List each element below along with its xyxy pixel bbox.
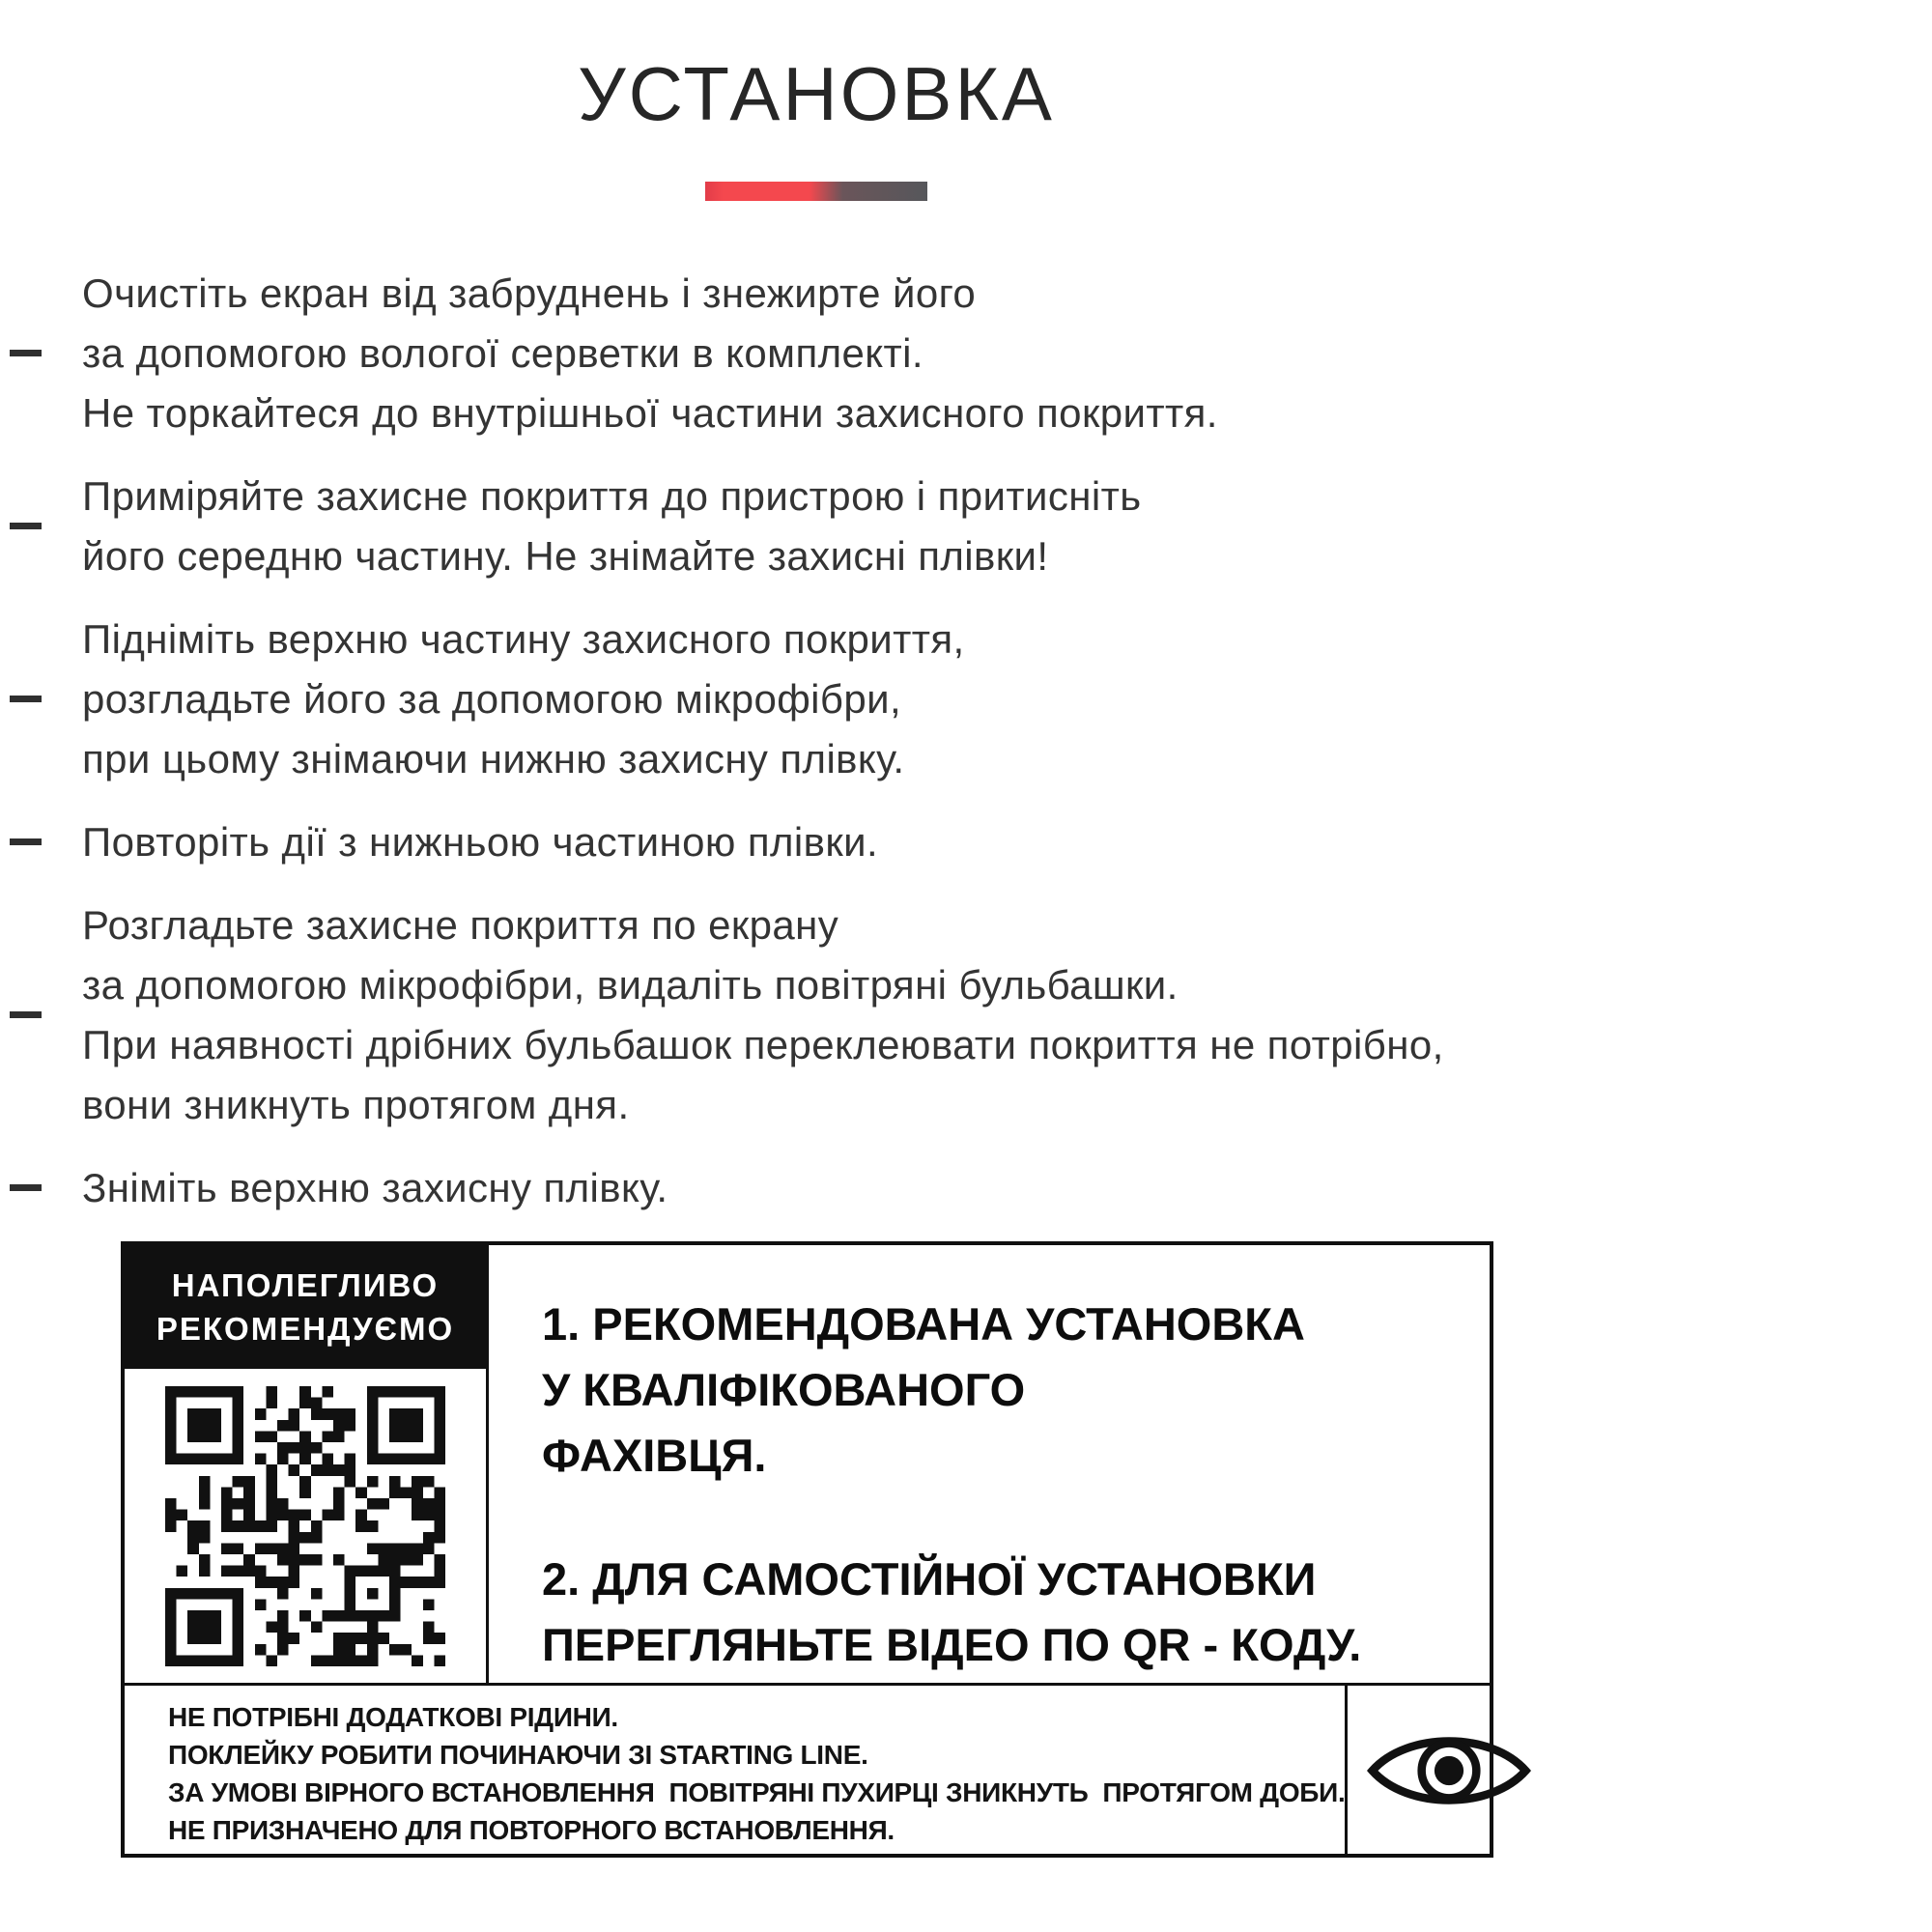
recommendation-box-bottom	[125, 1686, 1490, 1855]
step-item-4	[0, 812, 1633, 872]
footnote-line: ЗА УМОВІ ВІРНОГО ВСТАНОВЛЕННЯ ПОВІТРЯНІ ПУХИРЦІ ЗНИКНУТЬ ПРОТЯГОМ ДОБИ.	[168, 1777, 1346, 1807]
qr-code	[125, 1369, 486, 1683]
page-title: УСТАНОВКА	[578, 51, 1055, 136]
footnote-line: ПОКЛЕЙКУ РОБИТИ ПОЧИНАЮЧИ ЗІ STARTING LINE.	[168, 1740, 868, 1770]
point-line: 2. ДЛЯ САМОСТІЙНОЇ УСТАНОВКИ	[542, 1553, 1317, 1605]
footnote-line: НЕ ПРИЗНАЧЕНО ДЛЯ ПОВТОРНОГО ВСТАНОВЛЕННЯ.	[168, 1815, 895, 1845]
recommendation-box	[121, 1241, 1493, 1858]
step-line: за допомогою мікрофібри, видаліть повітряні бульбашки.	[82, 962, 1179, 1008]
steps-list	[0, 264, 1633, 1218]
step-line: вони зникнуть протягом дня.	[82, 1082, 630, 1127]
point-line: ФАХІВЦЯ.	[542, 1430, 767, 1481]
step-line: Зніміть верхню захисну плівку.	[82, 1165, 668, 1210]
step-item-5	[0, 895, 1633, 1135]
step-line: Повторіть дії з нижньою частиною плівки.	[82, 819, 879, 865]
step-item-3	[0, 610, 1633, 789]
footnote-line: НЕ ПОТРІБНІ ДОДАТКОВІ РІДИНИ.	[168, 1702, 618, 1732]
recommendation-box-top	[125, 1245, 1490, 1686]
step-item-6	[0, 1158, 1633, 1218]
step-item-2	[0, 467, 1633, 586]
step-line: його середню частину. Не знімайте захисні плівки!	[82, 533, 1049, 579]
eye-icon-cell	[1345, 1686, 1550, 1855]
step-line: при цьому знімаючи нижню захисну плівку.	[82, 736, 905, 781]
step-line: Приміряйте захисне покриття до пристрою і притисніть	[82, 473, 1142, 519]
point-line: У КВАЛІФІКОВАНОГО	[542, 1364, 1026, 1415]
recommendation-point-1	[542, 1292, 1470, 1489]
strongly-recommend-header	[125, 1245, 486, 1369]
qr-panel	[125, 1245, 489, 1683]
point-line: ПЕРЕГЛЯНЬТЕ ВІДЕО ПО QR - КОДУ.	[542, 1619, 1362, 1670]
eye-icon	[1367, 1721, 1531, 1820]
point-line: 1. РЕКОМЕНДОВАНА УСТАНОВКА	[542, 1298, 1305, 1350]
step-line: Розгладьте захисне покриття по екрану	[82, 902, 839, 948]
qr-code-image	[165, 1386, 445, 1666]
step-line: за допомогою вологої серветки в комплекті.	[82, 330, 923, 376]
strongly-recommend-line1: НАПОЛЕГЛИВО	[171, 1267, 440, 1303]
strongly-recommend-line2: РЕКОМЕНДУЄМО	[156, 1311, 455, 1347]
step-line: Підніміть верхню частину захисного покриття,	[82, 616, 965, 662]
step-line: Очистіть екран від забруднень і знежирте його	[82, 270, 977, 316]
footnotes	[125, 1686, 1345, 1855]
step-line: розгладьте його за допомогою мікрофібри,	[82, 676, 902, 722]
step-item-1	[0, 264, 1633, 443]
step-line: При наявності дрібних бульбашок переклеювати покриття не потрібно,	[82, 1022, 1444, 1067]
title-divider-bar	[705, 182, 927, 201]
recommendation-point-2	[542, 1547, 1470, 1678]
recommendation-points	[489, 1245, 1490, 1683]
title-block	[0, 0, 1633, 201]
step-line: Не торкайтеся до внутрішньої частини захисного покриття.	[82, 390, 1218, 436]
